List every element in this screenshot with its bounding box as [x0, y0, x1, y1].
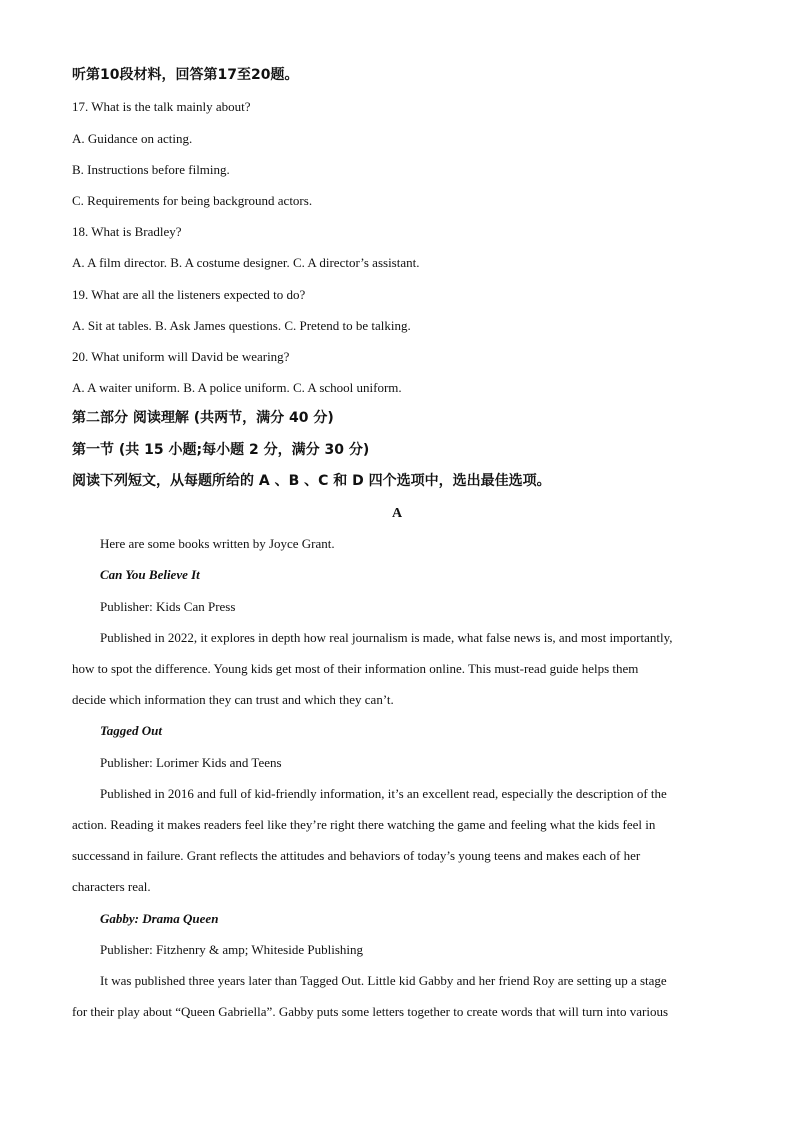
book-text-line: Published in 2022, it explores in depth how real journalism is made, what false news is, and most importantly,	[100, 630, 673, 645]
book-title: Can You Believe It	[100, 567, 200, 582]
option-line: C. Requirements for being background actors.	[72, 193, 313, 208]
book-text-line: for their play about “Queen Gabriella”. Gabby puts some letters together to create words that will turn into various	[72, 1004, 669, 1019]
book-text-line: how to spot the difference. Young kids get most of their information online. This must-read guide helps them	[72, 661, 639, 676]
book-title: Tagged Out	[100, 723, 162, 738]
option-line: B. Instructions before filming.	[72, 162, 230, 177]
book-publisher: Publisher: Kids Can Press	[100, 599, 236, 614]
question-19: 19. What are all the listeners expected to do?	[72, 287, 306, 302]
book-text-line: characters real.	[72, 879, 151, 894]
book-text-line: It was published three years later than Tagged Out. Little kid Gabby and her friend Roy are setting up a stage	[100, 973, 667, 988]
book-text-line: successand in failure. Grant reflects the attitudes and behaviors of today’s young teens and makes each of her	[72, 848, 641, 863]
book-text-line: decide which information they can trust and which they can’t.	[72, 692, 394, 707]
section1-heading: 第一节 (共 15 小题;每小题 2 分，满分 30 分)	[72, 442, 370, 458]
book-title: Gabby: Drama Queen	[100, 911, 219, 926]
option-line: A. A film director. B. A costume designer. C. A director’s assistant.	[72, 255, 420, 270]
book-text-line: action. Reading it makes readers feel like they’re right there watching the game and feeling what the kids feel in	[72, 817, 656, 832]
book-text-line: Published in 2016 and full of kid-friendly information, it’s an excellent read, especially the description of the	[100, 786, 667, 801]
option-line: A. A waiter uniform. B. A police uniform. C. A school uniform.	[72, 380, 402, 395]
question-20: 20. What uniform will David be wearing?	[72, 349, 290, 364]
question-17: 17. What is the talk mainly about?	[72, 99, 251, 114]
section10-heading: 听第10段材料，回答第17至20题。	[72, 67, 299, 83]
book-publisher: Publisher: Lorimer Kids and Teens	[100, 755, 282, 770]
option-line: A. Guidance on acting.	[72, 131, 193, 146]
part2-heading: 第二部分 阅读理解 (共两节，满分 40 分)	[72, 410, 334, 426]
option-line: A. Sit at tables. B. Ask James questions. C. Pretend to be talking.	[72, 318, 411, 333]
question-18: 18. What is Bradley?	[72, 224, 182, 239]
reading-instructions: 阅读下列短文，从每题所给的 A 、B 、C 和 D 四个选项中，选出最佳选项。	[72, 473, 551, 489]
passage-label: A	[391, 506, 403, 521]
book-publisher: Publisher: Fitzhenry & amp; Whiteside Publishing	[100, 942, 363, 957]
passage-intro: Here are some books written by Joyce Grant.	[100, 536, 335, 551]
